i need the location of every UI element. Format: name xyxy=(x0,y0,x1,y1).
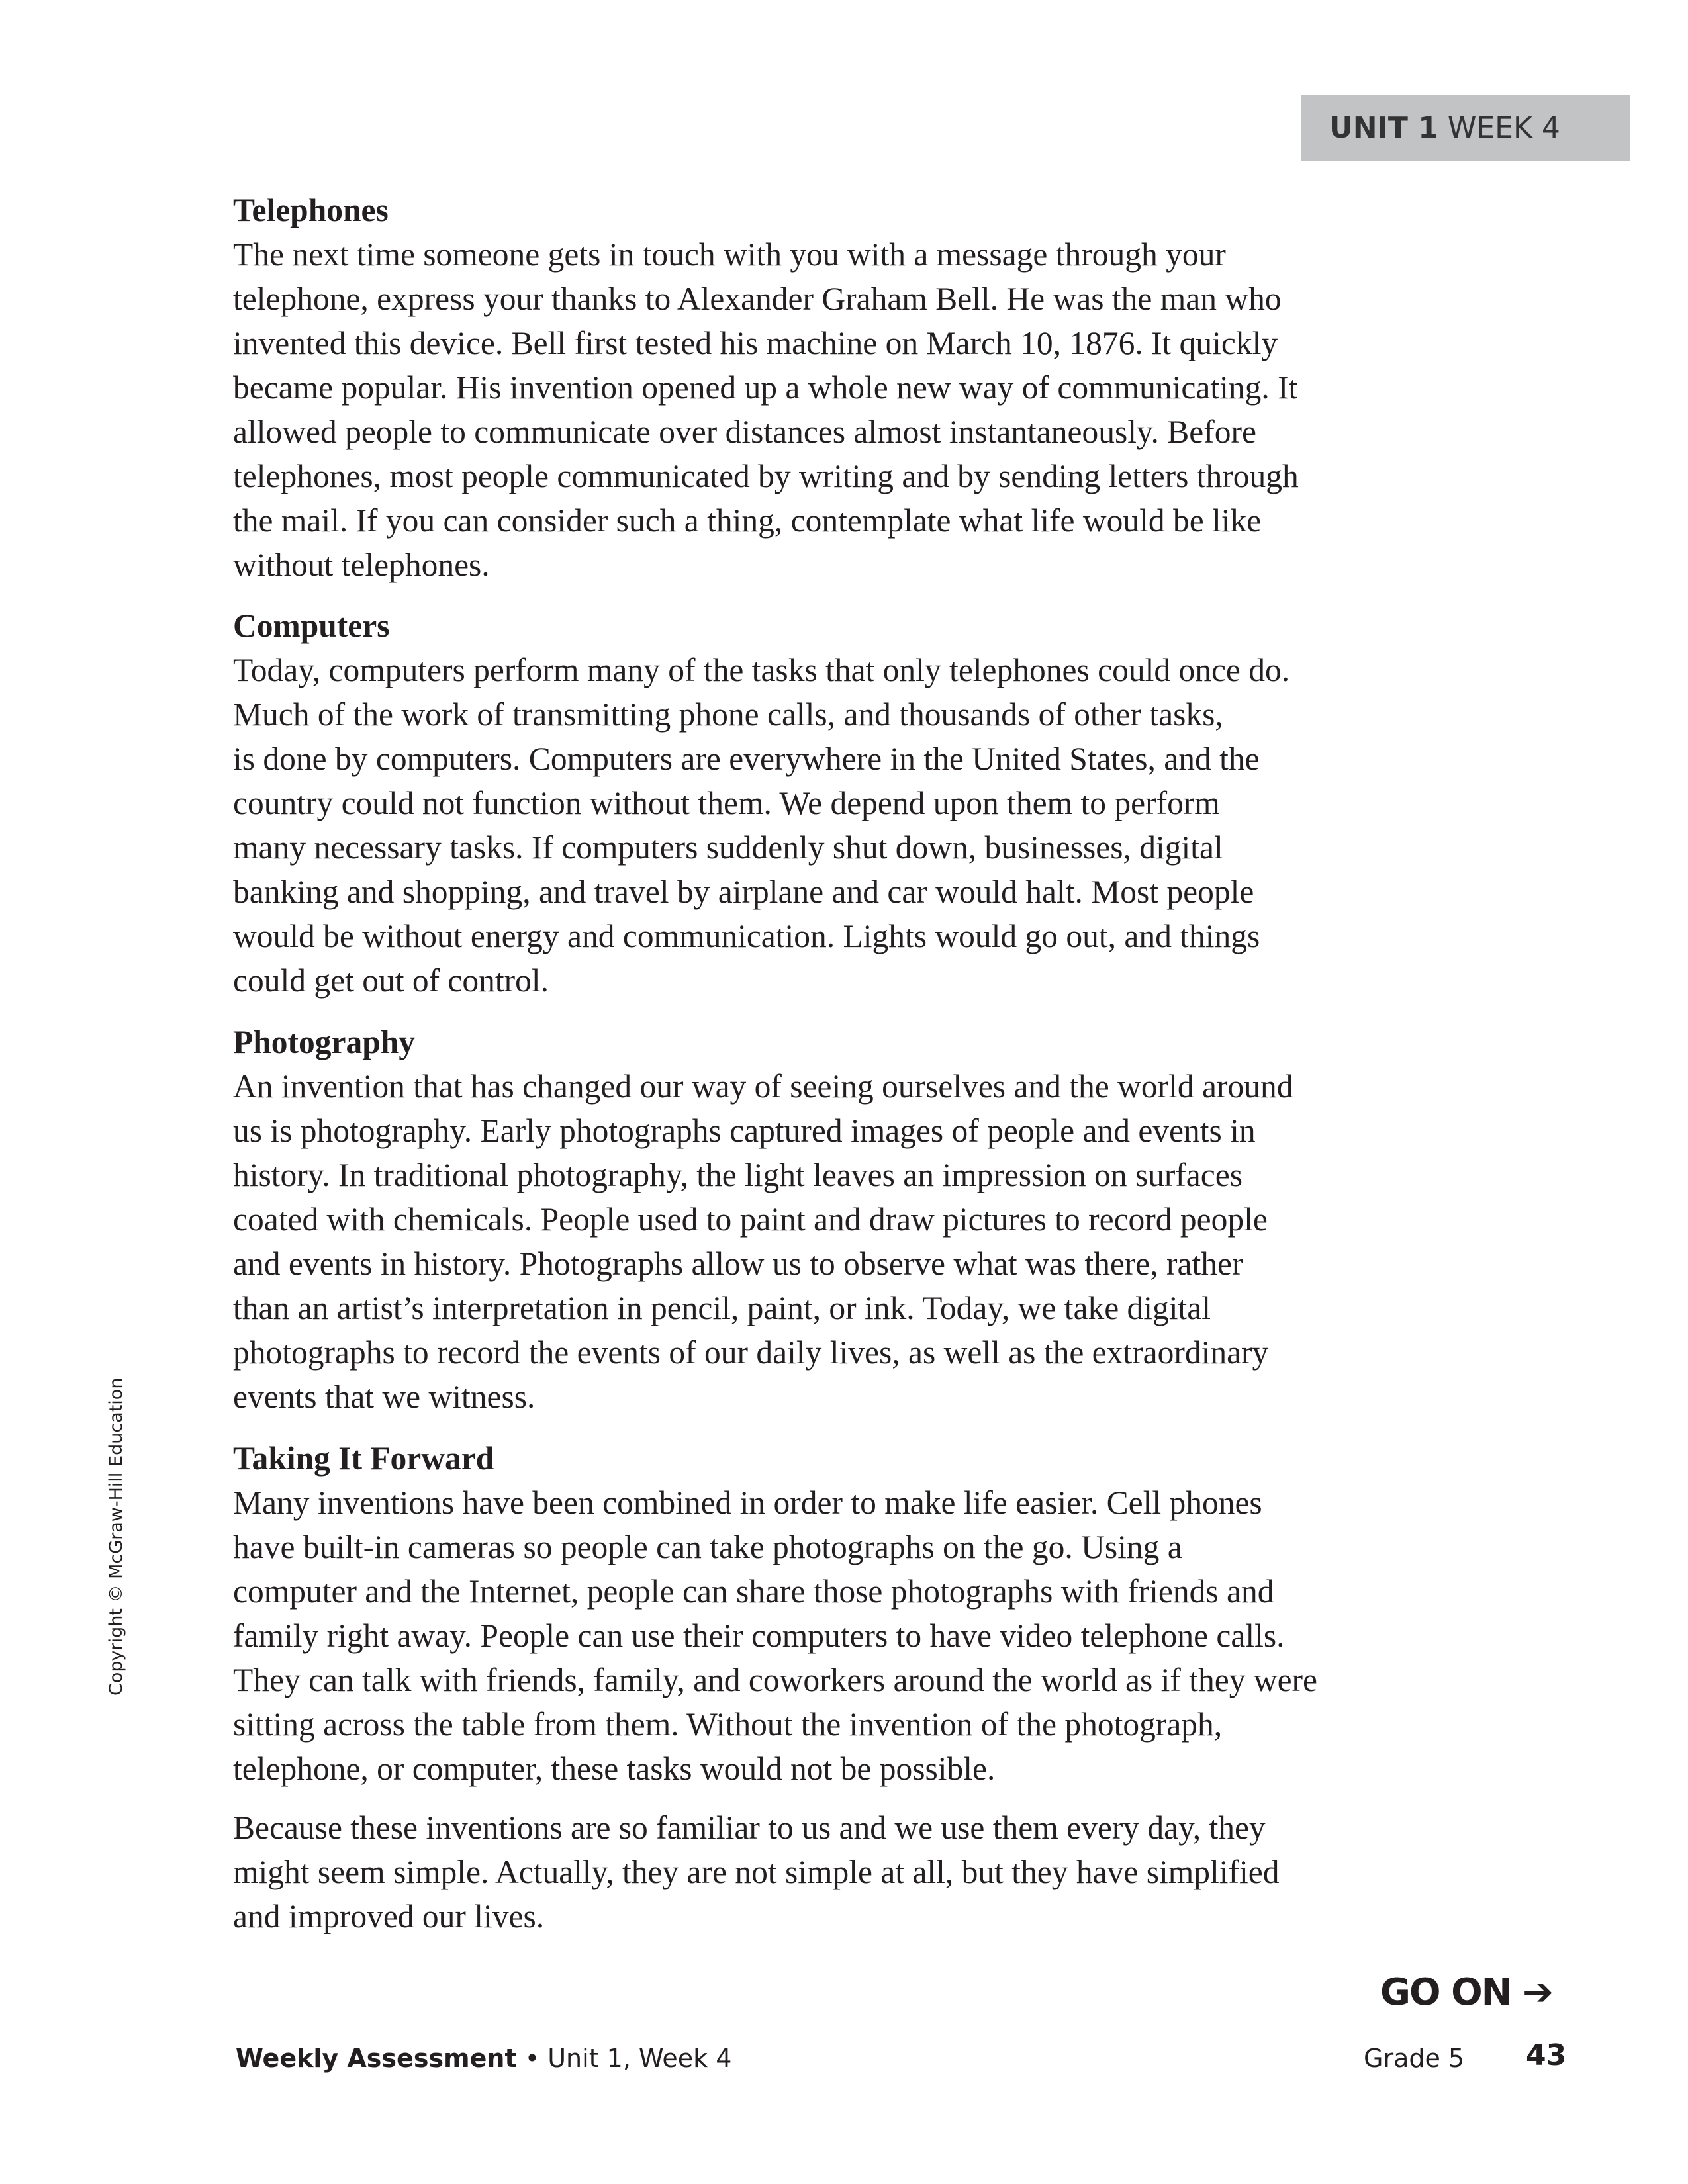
arrow-right-icon: ➔ xyxy=(1523,1971,1552,2014)
paragraph-line: The next time someone gets in touch with you with a message through your xyxy=(233,236,1226,273)
footer-separator: • xyxy=(516,2044,548,2073)
page-number: 43 xyxy=(1526,2038,1567,2072)
paragraph-line: and events in history. Photographs allow us to observe what was there, rather xyxy=(233,1246,1243,1282)
paragraph-line: photographs to record the events of our daily lives, as well as the extraordinary xyxy=(233,1334,1269,1371)
copyright-notice: Copyright © McGraw-Hill Education xyxy=(106,1377,126,1696)
paragraph-line: would be without energy and communication. Lights would go out, and things xyxy=(233,918,1260,954)
paragraph-line: without telephones. xyxy=(233,547,490,583)
footer-assessment-title: Weekly Assessment xyxy=(236,2044,517,2073)
section-heading: Photography xyxy=(233,1024,416,1060)
footer-unit-week: Unit 1, Week 4 xyxy=(547,2044,732,2073)
paragraph-line: allowed people to communicate over distances almost instantaneously. Before xyxy=(233,414,1256,450)
section-heading: Computers xyxy=(233,608,390,644)
paragraph-line: history. In traditional photography, the light leaves an impression on surfaces xyxy=(233,1157,1243,1193)
paragraph-line: telephone, express your thanks to Alexander Graham Bell. He was the man who xyxy=(233,281,1282,317)
paragraph-line: is done by computers. Computers are everywhere in the United States, and the xyxy=(233,741,1260,777)
paragraph-line: banking and shopping, and travel by airplane and car would halt. Most people xyxy=(233,874,1254,910)
paragraph-line: might seem simple. Actually, they are not simple at all, but they have simplified xyxy=(233,1854,1280,1890)
section-heading: Telephones xyxy=(233,192,389,228)
paragraph-line: became popular. His invention opened up a whole new way of communicating. It xyxy=(233,369,1298,406)
paragraph-line: country could not function without them. We depend upon them to perform xyxy=(233,785,1220,821)
footer-grade: Grade 5 xyxy=(1364,2044,1465,2073)
go-on-indicator xyxy=(1380,1971,1552,2014)
paragraph-line: They can talk with friends, family, and coworkers around the world as if they were xyxy=(233,1662,1317,1698)
paragraph-line: Many inventions have been combined in order to make life easier. Cell phones xyxy=(233,1484,1262,1521)
go-on-label: GO ON xyxy=(1380,1971,1511,2014)
section-conclusion xyxy=(233,1805,1279,1938)
section-photography xyxy=(233,1020,1293,1419)
paragraph-line: and improved our lives. xyxy=(233,1898,545,1934)
paragraph-line: Because these inventions are so familiar to us and we use them every day, they xyxy=(233,1809,1266,1846)
paragraph-line: computer and the Internet, people can share those photographs with friends and xyxy=(233,1573,1274,1610)
paragraph-line: Much of the work of transmitting phone calls, and thousands of other tasks, xyxy=(233,696,1223,733)
paragraph-line: have built-in cameras so people can take photographs on the go. Using a xyxy=(233,1529,1182,1565)
paragraph-line: the mail. If you can consider such a thing, contemplate what life would be like xyxy=(233,502,1262,539)
paragraph-line: many necessary tasks. If computers suddenly shut down, businesses, digital xyxy=(233,829,1223,866)
unit-week-label xyxy=(1301,95,1630,161)
paragraph-line: Today, computers perform many of the tasks that only telephones could once do. xyxy=(233,652,1290,688)
paragraph-line: family right away. People can use their computers to have video telephone calls. xyxy=(233,1617,1285,1654)
paragraph-line: invented this device. Bell first tested his machine on March 10, 1876. It quickly xyxy=(233,325,1278,361)
unit-label: UNIT 1 xyxy=(1329,111,1438,145)
section-heading: Taking It Forward xyxy=(233,1440,494,1477)
paragraph-line: coated with chemicals. People used to paint and draw pictures to record people xyxy=(233,1201,1268,1238)
paragraph-line: sitting across the table from them. Without the invention of the photograph, xyxy=(233,1706,1223,1743)
paragraph-line: could get out of control. xyxy=(233,962,549,999)
paragraph-line: telephone, or computer, these tasks would not be possible. xyxy=(233,1751,996,1787)
section-telephones xyxy=(233,188,1299,587)
paragraph-line: us is photography. Early photographs captured images of people and events in xyxy=(233,1113,1256,1149)
week-label: WEEK 4 xyxy=(1447,111,1560,145)
paragraph-line: telephones, most people communicated by writing and by sending letters through xyxy=(233,458,1299,494)
paragraph-line: An invention that has changed our way of seeing ourselves and the world around xyxy=(233,1068,1293,1105)
section-computers xyxy=(233,604,1289,1003)
footer-title xyxy=(236,2044,731,2073)
paragraph-line: than an artist’s interpretation in pencil, paint, or ink. Today, we take digital xyxy=(233,1290,1211,1326)
paragraph-line: events that we witness. xyxy=(233,1379,536,1415)
section-taking-it-forward xyxy=(233,1436,1317,1791)
